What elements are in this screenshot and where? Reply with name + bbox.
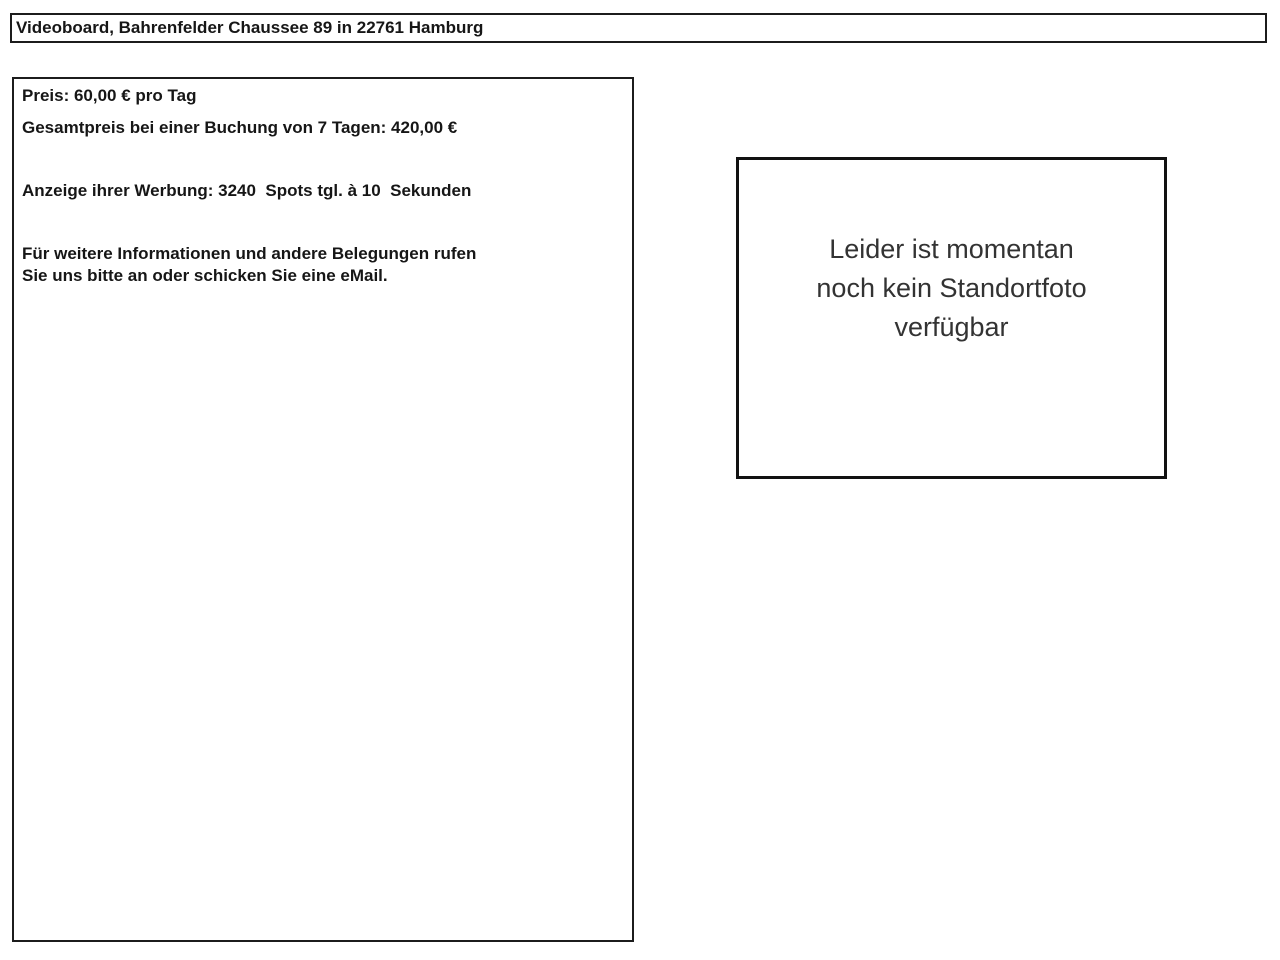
photo-placeholder-line-3: verfügbar [894,312,1009,342]
location-title: Videoboard, Bahrenfelder Chaussee 89 in 22761 Hamburg [16,18,484,37]
pricing-info-content [14,79,632,293]
ad-spots-line: Anzeige ihrer Werbung: 3240 Spots tgl. à 10 Sekunden [22,181,472,200]
location-photo-frame [736,157,1167,479]
price-per-day-line: Preis: 60,00 € pro Tag [22,86,197,105]
photo-placeholder-message [739,230,1164,347]
location-title-bar [10,13,1267,43]
contact-note-line-2: Sie uns bitte an oder schicken Sie eine eMail. [22,266,388,285]
contact-note-line-1: Für weitere Informationen und andere Belegungen rufen [22,244,477,263]
pricing-info-panel [12,77,634,942]
photo-placeholder-line-2: noch kein Standortfoto [816,273,1087,303]
photo-placeholder-line-1: Leider ist momentan [829,234,1074,264]
total-price-line: Gesamtpreis bei einer Buchung von 7 Tagen: 420,00 € [22,118,458,137]
contact-note [22,243,624,287]
